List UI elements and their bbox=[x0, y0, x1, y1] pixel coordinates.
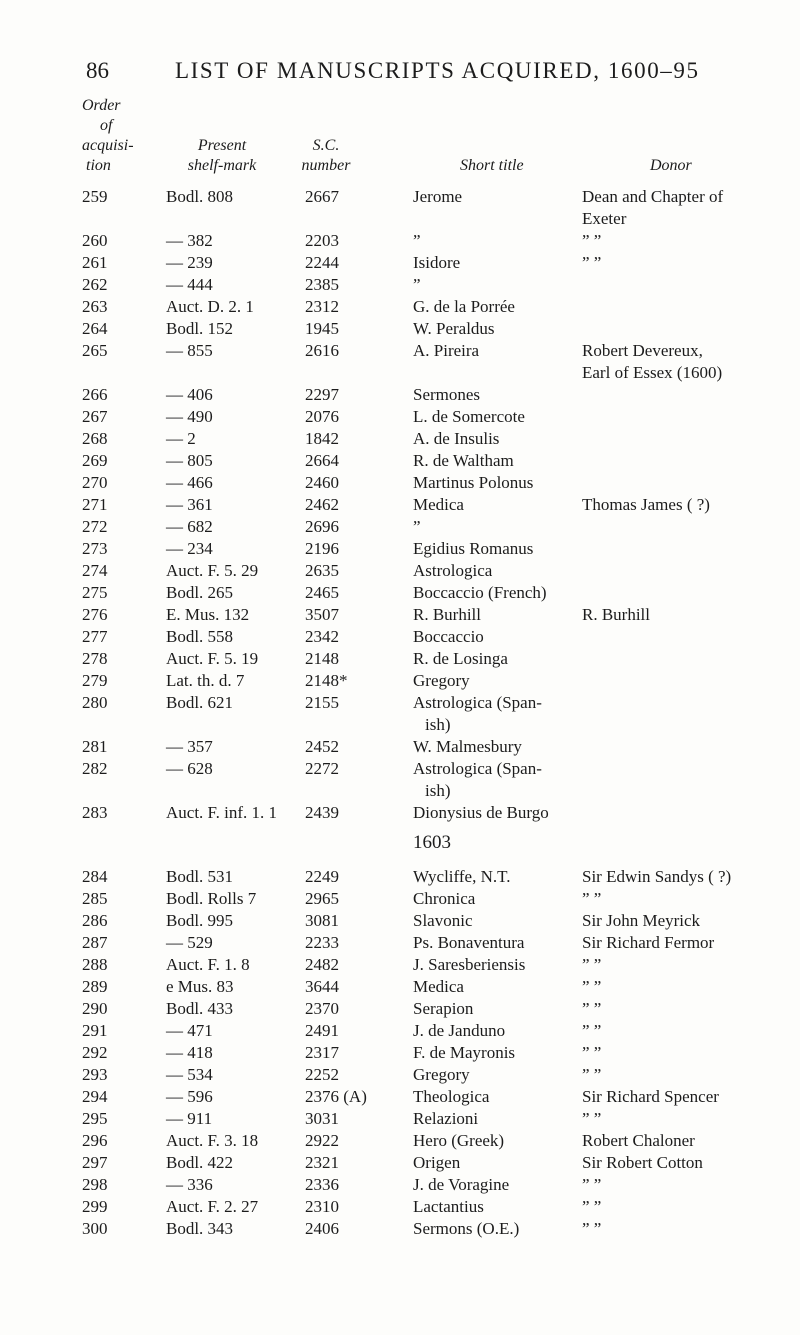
short-title: Medica bbox=[413, 977, 464, 996]
sc-number: 2370 bbox=[305, 999, 339, 1018]
table-row bbox=[0, 976, 800, 998]
short-title: W. Peraldus bbox=[413, 319, 495, 338]
table-row bbox=[0, 252, 800, 274]
short-title: Lactantius bbox=[413, 1197, 484, 1216]
sc-number: 2155 bbox=[305, 693, 339, 712]
shelf-mark: — 2 bbox=[166, 429, 196, 448]
table-row bbox=[0, 406, 800, 428]
shelf-mark: Auct. F. 5. 29 bbox=[166, 561, 259, 580]
table-row bbox=[0, 494, 800, 516]
order-number: 298 bbox=[82, 1175, 108, 1194]
table-row bbox=[0, 802, 800, 824]
table-row bbox=[0, 296, 800, 318]
table-row bbox=[0, 604, 800, 626]
short-title: Astrologica (Span- bbox=[413, 693, 542, 712]
order-number: 261 bbox=[82, 253, 108, 272]
sc-number: 2491 bbox=[305, 1021, 339, 1040]
table-row bbox=[0, 1152, 800, 1174]
order-number: 260 bbox=[82, 231, 108, 250]
donor-continued: Exeter bbox=[582, 209, 627, 228]
sc-number: 2312 bbox=[305, 297, 339, 316]
short-title: Sermons (O.E.) bbox=[413, 1219, 520, 1238]
donor: Robert Devereux, bbox=[582, 341, 703, 360]
short-title: Sermones bbox=[413, 385, 481, 404]
donor: ” ” bbox=[582, 1021, 602, 1040]
table-row bbox=[0, 626, 800, 648]
table-row bbox=[0, 1218, 800, 1240]
order-number: 300 bbox=[82, 1219, 108, 1238]
sc-number: 2922 bbox=[305, 1131, 339, 1150]
shelf-mark: Bodl. 558 bbox=[166, 627, 234, 646]
donor: ” ” bbox=[582, 955, 602, 974]
short-title: F. de Mayronis bbox=[413, 1043, 516, 1062]
table-row bbox=[0, 1174, 800, 1196]
sc-number: 1945 bbox=[305, 319, 339, 338]
short-title: L. de Somercote bbox=[413, 407, 525, 426]
year-heading: 1603 bbox=[413, 832, 451, 853]
table-row bbox=[0, 538, 800, 560]
shelf-mark: — 418 bbox=[166, 1043, 213, 1062]
page-title: LIST OF MANUSCRIPTS ACQUIRED, 1600–95 bbox=[175, 58, 700, 83]
shelf-mark: — 336 bbox=[166, 1175, 213, 1194]
table-row bbox=[0, 866, 800, 888]
sc-number: 2244 bbox=[305, 253, 339, 272]
short-title: Boccaccio bbox=[413, 627, 484, 646]
order-number: 295 bbox=[82, 1109, 108, 1128]
donor: Sir John Meyrick bbox=[582, 911, 701, 930]
sc-number: 2297 bbox=[305, 385, 339, 404]
donor: ” ” bbox=[582, 889, 602, 908]
short-title: Wycliffe, N.T. bbox=[413, 867, 511, 886]
table-row bbox=[0, 560, 800, 582]
table-row bbox=[0, 318, 800, 340]
table-row bbox=[0, 758, 800, 800]
table-row bbox=[0, 384, 800, 406]
short-title: Chronica bbox=[413, 889, 476, 908]
short-title: ” bbox=[413, 517, 421, 536]
donor: ” ” bbox=[582, 253, 602, 272]
short-title: Gregory bbox=[413, 1065, 470, 1084]
sc-number: 2196 bbox=[305, 539, 339, 558]
table-row bbox=[0, 1196, 800, 1218]
sc-number: 2203 bbox=[305, 231, 339, 250]
shelf-mark: Bodl. 995 bbox=[166, 911, 234, 930]
donor: ” ” bbox=[582, 1043, 602, 1062]
sc-number: 2317 bbox=[305, 1043, 339, 1062]
table-row bbox=[0, 648, 800, 670]
order-number: 264 bbox=[82, 319, 108, 338]
sc-number: 2233 bbox=[305, 933, 339, 952]
order-number: 269 bbox=[82, 451, 108, 470]
shelf-mark: Auct. F. 3. 18 bbox=[166, 1131, 259, 1150]
short-title: G. de la Porrée bbox=[413, 297, 515, 316]
order-number: 292 bbox=[82, 1043, 108, 1062]
donor: Robert Chaloner bbox=[582, 1131, 695, 1150]
donor: ” ” bbox=[582, 1175, 602, 1194]
short-title: R. de Waltham bbox=[413, 451, 514, 470]
shelf-mark: — 234 bbox=[166, 539, 213, 558]
short-title: Martinus Polonus bbox=[413, 473, 534, 492]
donor: Sir Richard Spencer bbox=[582, 1087, 719, 1106]
running-header bbox=[0, 58, 800, 92]
sc-number: 2667 bbox=[305, 187, 339, 206]
order-number: 262 bbox=[82, 275, 108, 294]
sc-number: 2460 bbox=[305, 473, 339, 492]
sc-number-heading: S.C. number bbox=[301, 137, 351, 174]
short-title: Ps. Bonaventura bbox=[413, 933, 525, 952]
short-title: Slavonic bbox=[413, 911, 473, 930]
shelf-mark: e Mus. 83 bbox=[166, 977, 234, 996]
sc-number: 2076 bbox=[305, 407, 339, 426]
order-number: 282 bbox=[82, 759, 108, 778]
page-number: 86 bbox=[86, 58, 109, 83]
sc-number: 2465 bbox=[305, 583, 339, 602]
shelf-mark: — 682 bbox=[166, 517, 213, 536]
shelf-mark: Auct. F. 2. 27 bbox=[166, 1197, 259, 1216]
donor-heading: Donor bbox=[650, 157, 692, 174]
order-number: 299 bbox=[82, 1197, 108, 1216]
short-title: ” bbox=[413, 231, 421, 250]
short-title-heading: Short title bbox=[460, 157, 524, 174]
shelf-mark: — 490 bbox=[166, 407, 213, 426]
shelf-mark: Bodl. Rolls 7 bbox=[166, 889, 257, 908]
short-title: Origen bbox=[413, 1153, 461, 1172]
order-number: 296 bbox=[82, 1131, 108, 1150]
donor: Sir Edwin Sandys ( ?) bbox=[582, 867, 732, 886]
sc-number: 2439 bbox=[305, 803, 339, 822]
table-row bbox=[0, 736, 800, 758]
short-title: A. Pireira bbox=[413, 341, 480, 360]
shelf-mark: Bodl. 422 bbox=[166, 1153, 234, 1172]
donor: ” ” bbox=[582, 1109, 602, 1128]
order-number: 294 bbox=[82, 1087, 108, 1106]
sc-number: 2385 bbox=[305, 275, 339, 294]
donor: ” ” bbox=[582, 231, 602, 250]
donor: ” ” bbox=[582, 977, 602, 996]
order-heading: Order of acquisi- tion bbox=[82, 97, 134, 174]
sc-number: 2406 bbox=[305, 1219, 339, 1238]
shelf-mark: Auct. F. 5. 19 bbox=[166, 649, 259, 668]
donor: Thomas James ( ?) bbox=[582, 495, 710, 514]
shelf-mark: Auct. D. 2. 1 bbox=[166, 297, 254, 316]
order-number: 259 bbox=[82, 187, 108, 206]
table-row bbox=[0, 1086, 800, 1108]
order-number: 279 bbox=[82, 671, 108, 690]
order-number: 268 bbox=[82, 429, 108, 448]
short-title: Dionysius de Burgo bbox=[413, 803, 549, 822]
sc-number: 2252 bbox=[305, 1065, 339, 1084]
short-title: Medica bbox=[413, 495, 464, 514]
order-number: 270 bbox=[82, 473, 108, 492]
order-number: 277 bbox=[82, 627, 108, 646]
shelf-mark: — 628 bbox=[166, 759, 213, 778]
shelf-mark: — 406 bbox=[166, 385, 213, 404]
short-title: Egidius Romanus bbox=[413, 539, 534, 558]
shelf-mark: E. Mus. 132 bbox=[166, 605, 250, 624]
order-number: 280 bbox=[82, 693, 108, 712]
order-number: 293 bbox=[82, 1065, 108, 1084]
table-row bbox=[0, 472, 800, 494]
donor-continued: Earl of Essex (1600) bbox=[582, 363, 723, 382]
sc-number: 2336 bbox=[305, 1175, 339, 1194]
sc-number: 2376 (A) bbox=[305, 1087, 367, 1106]
short-title: ” bbox=[413, 275, 421, 294]
shelf-mark: Bodl. 152 bbox=[166, 319, 234, 338]
short-title: Astrologica bbox=[413, 561, 493, 580]
order-number: 274 bbox=[82, 561, 108, 580]
donor: R. Burhill bbox=[582, 605, 651, 624]
sc-number: 1842 bbox=[305, 429, 339, 448]
donor: ” ” bbox=[582, 1219, 602, 1238]
sc-number: 3507 bbox=[305, 605, 339, 624]
short-title-continued: ish) bbox=[425, 781, 451, 800]
table-row bbox=[0, 670, 800, 692]
shelf-mark-heading: Present shelf-mark bbox=[187, 137, 257, 174]
short-title: J. Saresberiensis bbox=[413, 955, 526, 974]
shelf-mark: — 596 bbox=[166, 1087, 213, 1106]
donor: ” ” bbox=[582, 1197, 602, 1216]
order-number: 291 bbox=[82, 1021, 108, 1040]
short-title: Astrologica (Span- bbox=[413, 759, 542, 778]
order-number: 265 bbox=[82, 341, 108, 360]
donor: Dean and Chapter of bbox=[582, 187, 724, 206]
sc-number: 2321 bbox=[305, 1153, 339, 1172]
sc-number: 3644 bbox=[305, 977, 339, 996]
order-number: 278 bbox=[82, 649, 108, 668]
short-title: R. de Losinga bbox=[413, 649, 508, 668]
short-title: Jerome bbox=[413, 187, 463, 206]
shelf-mark: — 529 bbox=[166, 933, 213, 952]
table-row bbox=[0, 428, 800, 450]
sc-number: 2310 bbox=[305, 1197, 339, 1216]
short-title: Gregory bbox=[413, 671, 470, 690]
sc-number: 2272 bbox=[305, 759, 339, 778]
sc-number: 2616 bbox=[305, 341, 339, 360]
order-number: 272 bbox=[82, 517, 108, 536]
order-number: 263 bbox=[82, 297, 108, 316]
table-row bbox=[0, 954, 800, 976]
order-number: 287 bbox=[82, 933, 108, 952]
table-row bbox=[0, 888, 800, 910]
donor: ” ” bbox=[582, 1065, 602, 1084]
table-row bbox=[0, 274, 800, 296]
shelf-mark: Lat. th. d. 7 bbox=[166, 671, 245, 690]
table-row bbox=[0, 1130, 800, 1152]
order-number: 276 bbox=[82, 605, 108, 624]
table-row bbox=[0, 516, 800, 538]
shelf-mark: — 855 bbox=[166, 341, 213, 360]
shelf-mark: — 911 bbox=[166, 1109, 213, 1128]
shelf-mark: Auct. F. inf. 1. 1 bbox=[166, 803, 278, 822]
sc-number: 2452 bbox=[305, 737, 339, 756]
shelf-mark: — 534 bbox=[166, 1065, 213, 1084]
table-row bbox=[0, 998, 800, 1020]
sc-number: 3081 bbox=[305, 911, 339, 930]
donor: Sir Richard Fermor bbox=[582, 933, 715, 952]
order-number: 297 bbox=[82, 1153, 108, 1172]
table-row bbox=[0, 230, 800, 252]
order-number: 286 bbox=[82, 911, 108, 930]
shelf-mark: — 382 bbox=[166, 231, 213, 250]
shelf-mark: Bodl. 343 bbox=[166, 1219, 234, 1238]
sc-number: 2696 bbox=[305, 517, 339, 536]
table-row bbox=[0, 910, 800, 932]
order-number: 281 bbox=[82, 737, 108, 756]
table-row bbox=[0, 1020, 800, 1042]
table-row bbox=[0, 186, 800, 228]
shelf-mark: Bodl. 621 bbox=[166, 693, 234, 712]
sc-number: 2965 bbox=[305, 889, 339, 908]
short-title-continued: ish) bbox=[425, 715, 451, 734]
order-number: 266 bbox=[82, 385, 108, 404]
short-title: R. Burhill bbox=[413, 605, 482, 624]
table-row bbox=[0, 1042, 800, 1064]
order-number: 283 bbox=[82, 803, 108, 822]
table-row bbox=[0, 1108, 800, 1130]
order-number: 267 bbox=[82, 407, 108, 426]
shelf-mark: Bodl. 808 bbox=[166, 187, 234, 206]
shelf-mark: — 361 bbox=[166, 495, 213, 514]
short-title: A. de Insulis bbox=[413, 429, 500, 448]
order-number: 288 bbox=[82, 955, 108, 974]
shelf-mark: — 466 bbox=[166, 473, 213, 492]
sc-number: 2462 bbox=[305, 495, 339, 514]
short-title: Boccaccio (French) bbox=[413, 583, 547, 602]
shelf-mark: Bodl. 433 bbox=[166, 999, 234, 1018]
shelf-mark: — 471 bbox=[166, 1021, 213, 1040]
table-row bbox=[0, 1064, 800, 1086]
order-number: 273 bbox=[82, 539, 108, 558]
short-title: Isidore bbox=[413, 253, 461, 272]
short-title: Hero (Greek) bbox=[413, 1131, 505, 1150]
table-row bbox=[0, 692, 800, 734]
table-row bbox=[0, 582, 800, 604]
sc-number: 2482 bbox=[305, 955, 339, 974]
sc-number: 2249 bbox=[305, 867, 339, 886]
short-title: Relazioni bbox=[413, 1109, 479, 1128]
shelf-mark: Bodl. 265 bbox=[166, 583, 234, 602]
order-number: 284 bbox=[82, 867, 108, 886]
sc-number: 2635 bbox=[305, 561, 339, 580]
shelf-mark: — 444 bbox=[166, 275, 213, 294]
short-title: J. de Voragine bbox=[413, 1175, 510, 1194]
shelf-mark: — 357 bbox=[166, 737, 213, 756]
sc-number: 2148 bbox=[305, 649, 339, 668]
short-title: Serapion bbox=[413, 999, 474, 1018]
short-title: J. de Janduno bbox=[413, 1021, 506, 1040]
shelf-mark: Auct. F. 1. 8 bbox=[166, 955, 250, 974]
order-number: 290 bbox=[82, 999, 108, 1018]
shelf-mark: — 239 bbox=[166, 253, 213, 272]
table-row bbox=[0, 932, 800, 954]
sc-number: 3031 bbox=[305, 1109, 339, 1128]
sc-number: 2148* bbox=[305, 671, 348, 690]
order-number: 289 bbox=[82, 977, 108, 996]
order-number: 275 bbox=[82, 583, 108, 602]
sc-number: 2342 bbox=[305, 627, 339, 646]
donor: ” ” bbox=[582, 999, 602, 1018]
table-row bbox=[0, 340, 800, 382]
shelf-mark: Bodl. 531 bbox=[166, 867, 234, 886]
shelf-mark: — 805 bbox=[166, 451, 213, 470]
order-number: 285 bbox=[82, 889, 108, 908]
short-title: Theologica bbox=[413, 1087, 490, 1106]
donor: Sir Robert Cotton bbox=[582, 1153, 703, 1172]
sc-number: 2664 bbox=[305, 451, 339, 470]
order-number: 271 bbox=[82, 495, 108, 514]
short-title: W. Malmesbury bbox=[413, 737, 522, 756]
table-row bbox=[0, 450, 800, 472]
